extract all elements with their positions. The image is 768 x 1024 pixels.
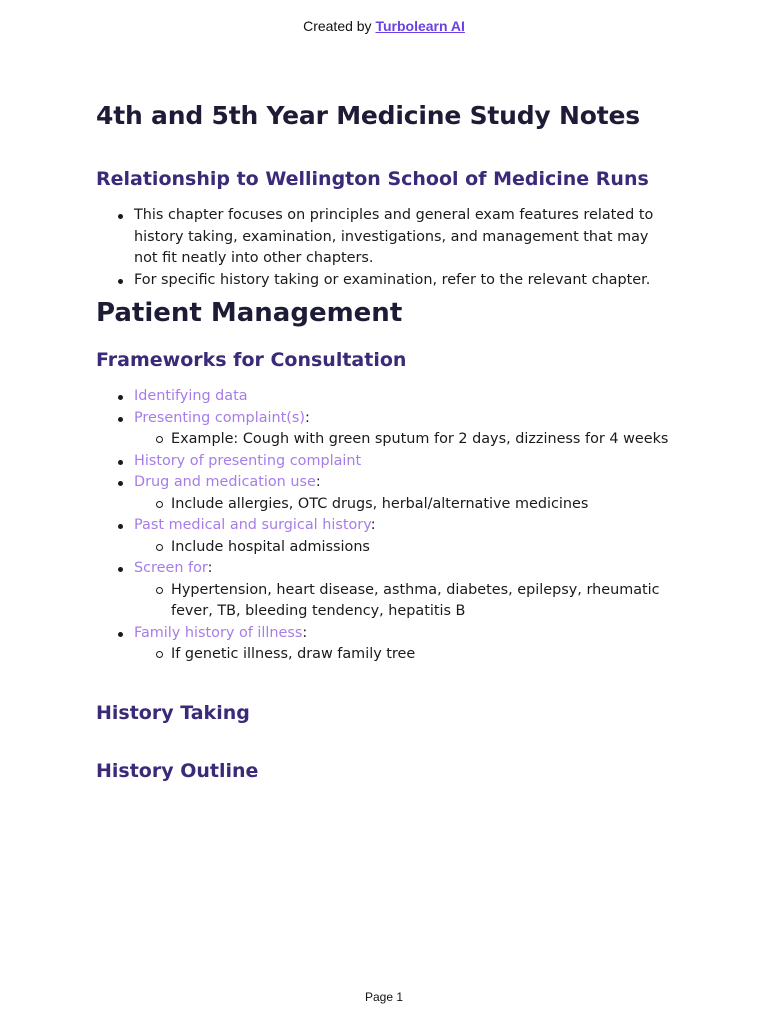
colon: : <box>305 409 310 426</box>
colon: : <box>302 624 308 641</box>
created-by-text: Created by <box>303 18 376 34</box>
turbolearn-link[interactable]: Turbolearn AI <box>375 18 465 34</box>
list-item <box>96 408 676 451</box>
sub-list-item: Example: Cough with green sputum for 2 days, dizziness for 4 weeks <box>134 429 676 451</box>
sub-list-item: Include allergies, OTC drugs, herbal/alternative medicines <box>134 494 676 516</box>
sub-list <box>134 494 676 516</box>
history-outline-heading: History Outline <box>96 759 259 782</box>
framework-link-family-history[interactable]: Family history of illness <box>134 624 303 641</box>
relationship-heading: Relationship to Wellington School of Medicine Runs <box>96 168 649 190</box>
sub-list <box>134 580 676 623</box>
list-item <box>96 472 676 515</box>
history-taking-heading: History Taking <box>96 701 250 724</box>
colon: : <box>370 517 376 533</box>
sub-list <box>134 537 676 559</box>
list-item: This chapter focuses on principles and general exam features related to history taking, examination, investigations, and management that may not fit neatly into other chapters. <box>96 205 676 270</box>
framework-link-screen-for[interactable]: Screen for <box>134 560 208 576</box>
sub-list <box>134 429 676 451</box>
document-content <box>96 96 676 785</box>
list-item <box>96 558 676 623</box>
relationship-list <box>96 205 676 291</box>
colon: : <box>315 474 321 490</box>
sub-list-item: Hypertension, heart disease, asthma, diabetes, epilepsy, rheumatic fever, TB, bleeding tendency, hepatitis B <box>134 580 676 623</box>
created-by-credit <box>0 18 768 34</box>
sub-list <box>134 644 676 666</box>
sub-list-item: If genetic illness, draw family tree <box>134 644 676 666</box>
colon: : <box>207 560 213 576</box>
document-title: 4th and 5th Year Medicine Study Notes <box>96 101 640 130</box>
list-item <box>96 451 676 473</box>
list-item <box>96 515 676 558</box>
list-item <box>96 623 676 666</box>
patient-management-heading: Patient Management <box>96 298 403 328</box>
sub-list-item: Include hospital admissions <box>134 537 676 559</box>
framework-link-past-medical-history[interactable]: Past medical and surgical history <box>134 517 371 533</box>
list-item <box>96 386 676 408</box>
framework-link-drug-and-medication-use[interactable]: Drug and medication use <box>134 474 316 490</box>
frameworks-list <box>96 386 676 666</box>
framework-link-identifying-data[interactable]: Identifying data <box>134 388 248 404</box>
page-number: Page 1 <box>364 990 404 1004</box>
frameworks-heading: Frameworks for Consultation <box>96 349 407 371</box>
framework-link-history-of-presenting-complaint[interactable]: History of presenting complaint <box>134 452 362 469</box>
list-item: For specific history taking or examination, refer to the relevant chapter. <box>96 270 676 292</box>
framework-link-presenting-complaint[interactable]: Presenting complaint(s) <box>134 409 305 426</box>
